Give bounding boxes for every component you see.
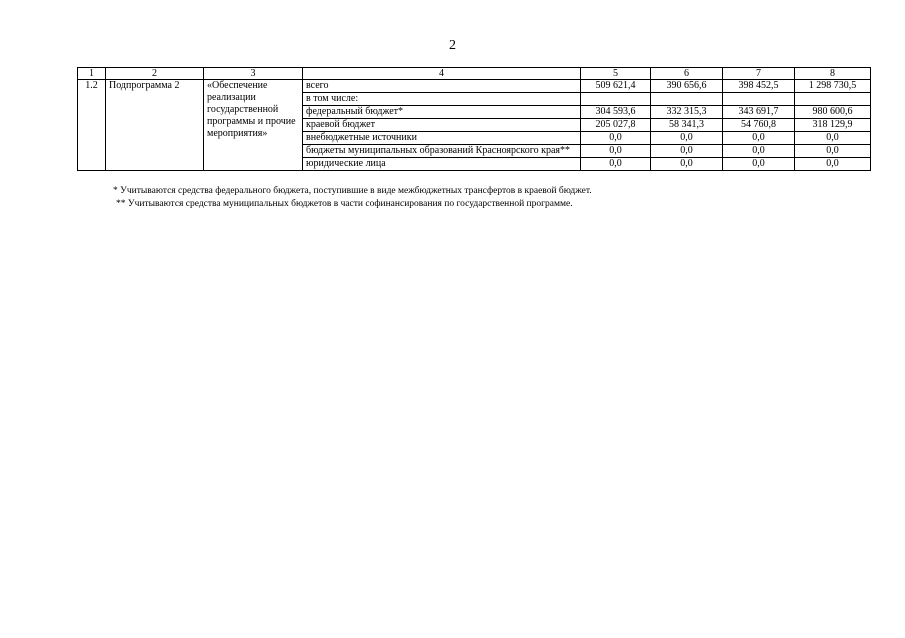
value-cell: 205 027,8 (581, 119, 651, 132)
value-cell: 0,0 (795, 132, 871, 145)
value-cell: 1 298 730,5 (795, 80, 871, 93)
subprogram-description: «Обеспечение реализации государственной программы и прочие мероприятия» (204, 80, 303, 171)
value-cell: 0,0 (795, 145, 871, 158)
value-cell: 0,0 (723, 145, 795, 158)
row-number: 1.2 (78, 80, 106, 171)
value-cell: 0,0 (581, 158, 651, 171)
page-number: 2 (449, 38, 456, 53)
funding-source-label: юридические лица (303, 158, 581, 171)
value-cell: 390 656,6 (651, 80, 723, 93)
value-cell: 0,0 (795, 158, 871, 171)
value-cell (723, 93, 795, 106)
funding-source-label: краевой бюджет (303, 119, 581, 132)
funding-source-label: внебюджетные источники (303, 132, 581, 145)
value-cell: 343 691,7 (723, 106, 795, 119)
funding-source-label: бюджеты муниципальных образований Красноярского края** (303, 145, 581, 158)
funding-source-label: федеральный бюджет* (303, 106, 581, 119)
value-cell: 304 593,6 (581, 106, 651, 119)
value-cell: 0,0 (581, 145, 651, 158)
value-cell: 58 341,3 (651, 119, 723, 132)
value-cell: 0,0 (651, 132, 723, 145)
column-header: 4 (303, 68, 581, 80)
table-row (78, 80, 871, 93)
value-cell: 318 129,9 (795, 119, 871, 132)
value-cell (795, 93, 871, 106)
subprogram-name: Подпрограмма 2 (106, 80, 204, 171)
value-cell: 509 621,4 (581, 80, 651, 93)
value-cell: 980 600,6 (795, 106, 871, 119)
value-cell: 0,0 (723, 132, 795, 145)
column-header: 2 (106, 68, 204, 80)
value-cell (581, 93, 651, 106)
funding-source-label: в том числе: (303, 93, 581, 106)
value-cell: 0,0 (651, 145, 723, 158)
value-cell: 0,0 (651, 158, 723, 171)
column-header: 1 (78, 68, 106, 80)
footnote-municipal: ** Учитываются средства муниципальных бюджетов в части софинансирования по государственной программе. (116, 199, 573, 209)
column-header: 3 (204, 68, 303, 80)
footnotes (113, 185, 592, 211)
value-cell (651, 93, 723, 106)
column-header: 7 (723, 68, 795, 80)
funding-source-label: всего (303, 80, 581, 93)
table-header-row (78, 68, 871, 80)
footnote-federal: * Учитываются средства федерального бюджета, поступившие в виде межбюджетных трансфертов в краевой бюджет. (113, 186, 592, 196)
column-header: 5 (581, 68, 651, 80)
value-cell: 54 760,8 (723, 119, 795, 132)
budget-table (77, 67, 871, 171)
value-cell: 0,0 (723, 158, 795, 171)
value-cell: 398 452,5 (723, 80, 795, 93)
column-header: 6 (651, 68, 723, 80)
value-cell: 332 315,3 (651, 106, 723, 119)
column-header: 8 (795, 68, 871, 80)
value-cell: 0,0 (581, 132, 651, 145)
